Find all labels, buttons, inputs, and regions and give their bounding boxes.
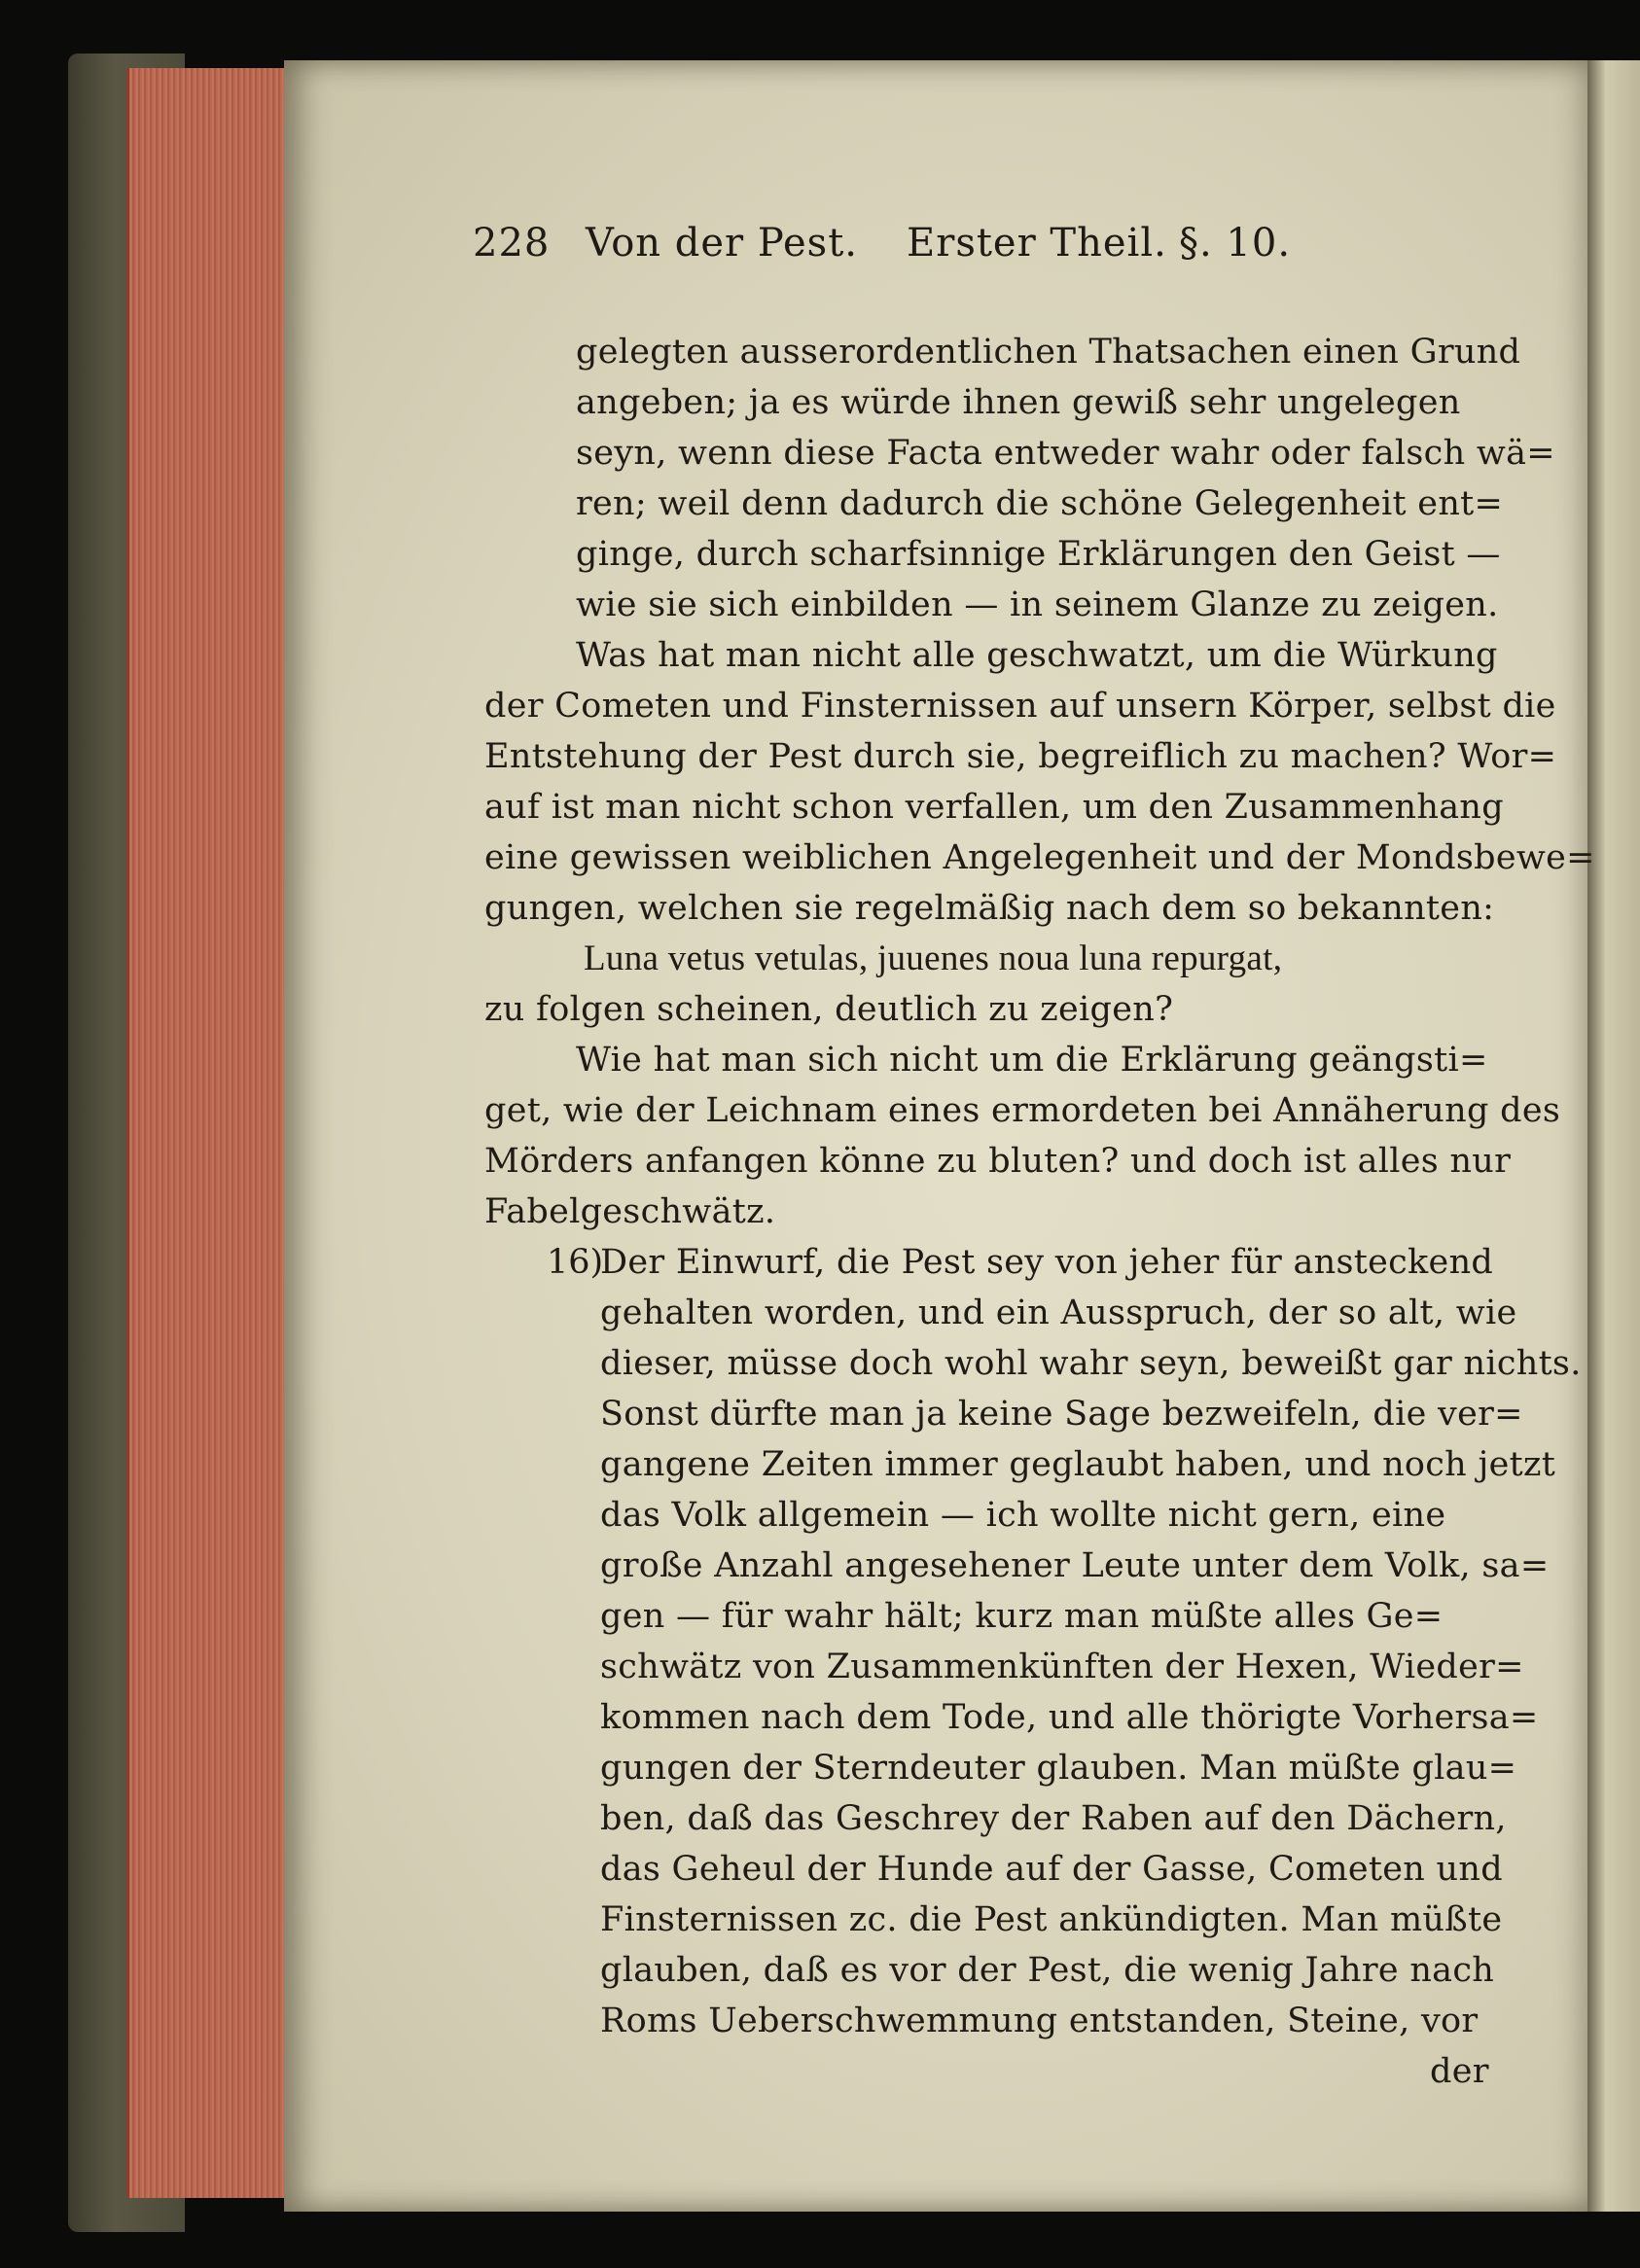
- text-line: gelegten ausserordentlichen Thatsachen einen Grund: [576, 333, 1521, 372]
- facing-page-edge: [1587, 60, 1640, 2212]
- text-line: wie sie sich einbilden — in seinem Glanze zu zeigen.: [576, 585, 1499, 624]
- item-line: ben, daß das Geschrey der Raben auf den Dächern,: [600, 1799, 1507, 1838]
- item-line: Der Einwurf, die Pest sey von jeher für ansteckend: [600, 1243, 1494, 1282]
- item-line: gehalten worden, und ein Ausspruch, der so alt, wie: [600, 1293, 1517, 1332]
- book-page: [284, 60, 1595, 2212]
- item-line: große Anzahl angesehener Leute unter dem Volk, sa=: [600, 1546, 1550, 1585]
- item-line: gangene Zeiten immer geglaubt haben, und noch jetzt: [600, 1445, 1556, 1484]
- item-line: gungen der Sterndeuter glauben. Man müßte glau=: [600, 1749, 1517, 1788]
- catchword: der: [1430, 2052, 1489, 2091]
- text-line: seyn, wenn diese Facta entweder wahr oder falsch wä=: [576, 434, 1555, 473]
- text-line: gungen, welchen sie regelmäßig nach dem so bekannten:: [484, 889, 1495, 928]
- text-line: Fabelgeschwätz.: [484, 1192, 776, 1231]
- text-line: ginge, durch scharfsinnige Erklärungen den Geist —: [576, 535, 1501, 574]
- text-line: auf ist man nicht schon verfallen, um den Zusammenhang: [484, 788, 1504, 827]
- text-line: eine gewissen weiblichen Angelegenheit und der Mondsbewe=: [484, 838, 1595, 877]
- item-line: Sonst dürfte man ja keine Sage bezweifeln, die ver=: [600, 1395, 1523, 1434]
- item-line: das Geheul der Hunde auf der Gasse, Cometen und: [600, 1850, 1503, 1889]
- text-line: ren; weil denn dadurch die schöne Gelegenheit ent=: [576, 484, 1504, 523]
- item-line: glauben, daß es vor der Pest, die wenig Jahre nach: [600, 1951, 1495, 1990]
- text-line: Mörders anfangen könne zu bluten? und doch ist alles nur: [484, 1142, 1512, 1181]
- text-line: der Cometen und Finsternissen auf unsern Körper, selbst die: [484, 687, 1556, 726]
- item-line: Finsternissen zc. die Pest ankündigten. Man müßte: [600, 1900, 1503, 1939]
- item-number: 16): [547, 1243, 604, 1282]
- section-mark: §. 10.: [1179, 221, 1292, 266]
- running-title: Von der Pest.: [586, 221, 858, 266]
- page-text: [284, 60, 1595, 2212]
- text-line: Entstehung der Pest durch sie, begreiflich zu machen? Wor=: [484, 737, 1557, 776]
- page-edges: [126, 68, 287, 2198]
- latin-quote: Luna vetus vetulas, juuenes noua luna repurgat,: [584, 939, 1283, 978]
- item-line: dieser, müsse doch wohl wahr seyn, beweißt gar nichts.: [600, 1344, 1582, 1383]
- item-line: schwätz von Zusammenkünften der Hexen, Wieder=: [600, 1648, 1524, 1686]
- text-line: get, wie der Leichnam eines ermordeten bei Annäherung des: [484, 1091, 1561, 1130]
- text-line: zu folgen scheinen, deutlich zu zeigen?: [484, 990, 1174, 1029]
- text-line: angeben; ja es würde ihnen gewiß sehr ungelegen: [576, 383, 1461, 422]
- page-number: 228: [473, 221, 551, 266]
- item-line: kommen nach dem Tode, und alle thörigte Vorhersa=: [600, 1698, 1539, 1737]
- item-line: das Volk allgemein — ich wollte nicht gern, eine: [600, 1496, 1446, 1535]
- part-title: Erster Theil.: [907, 221, 1167, 266]
- item-line: gen — für wahr hält; kurz man müßte alles Ge=: [600, 1597, 1444, 1636]
- text-line: Was hat man nicht alle geschwatzt, um die Würkung: [576, 636, 1498, 675]
- text-line: Wie hat man sich nicht um die Erklärung geängsti=: [576, 1041, 1488, 1080]
- item-line: Roms Ueberschwemmung entstanden, Steine, vor: [600, 2002, 1479, 2040]
